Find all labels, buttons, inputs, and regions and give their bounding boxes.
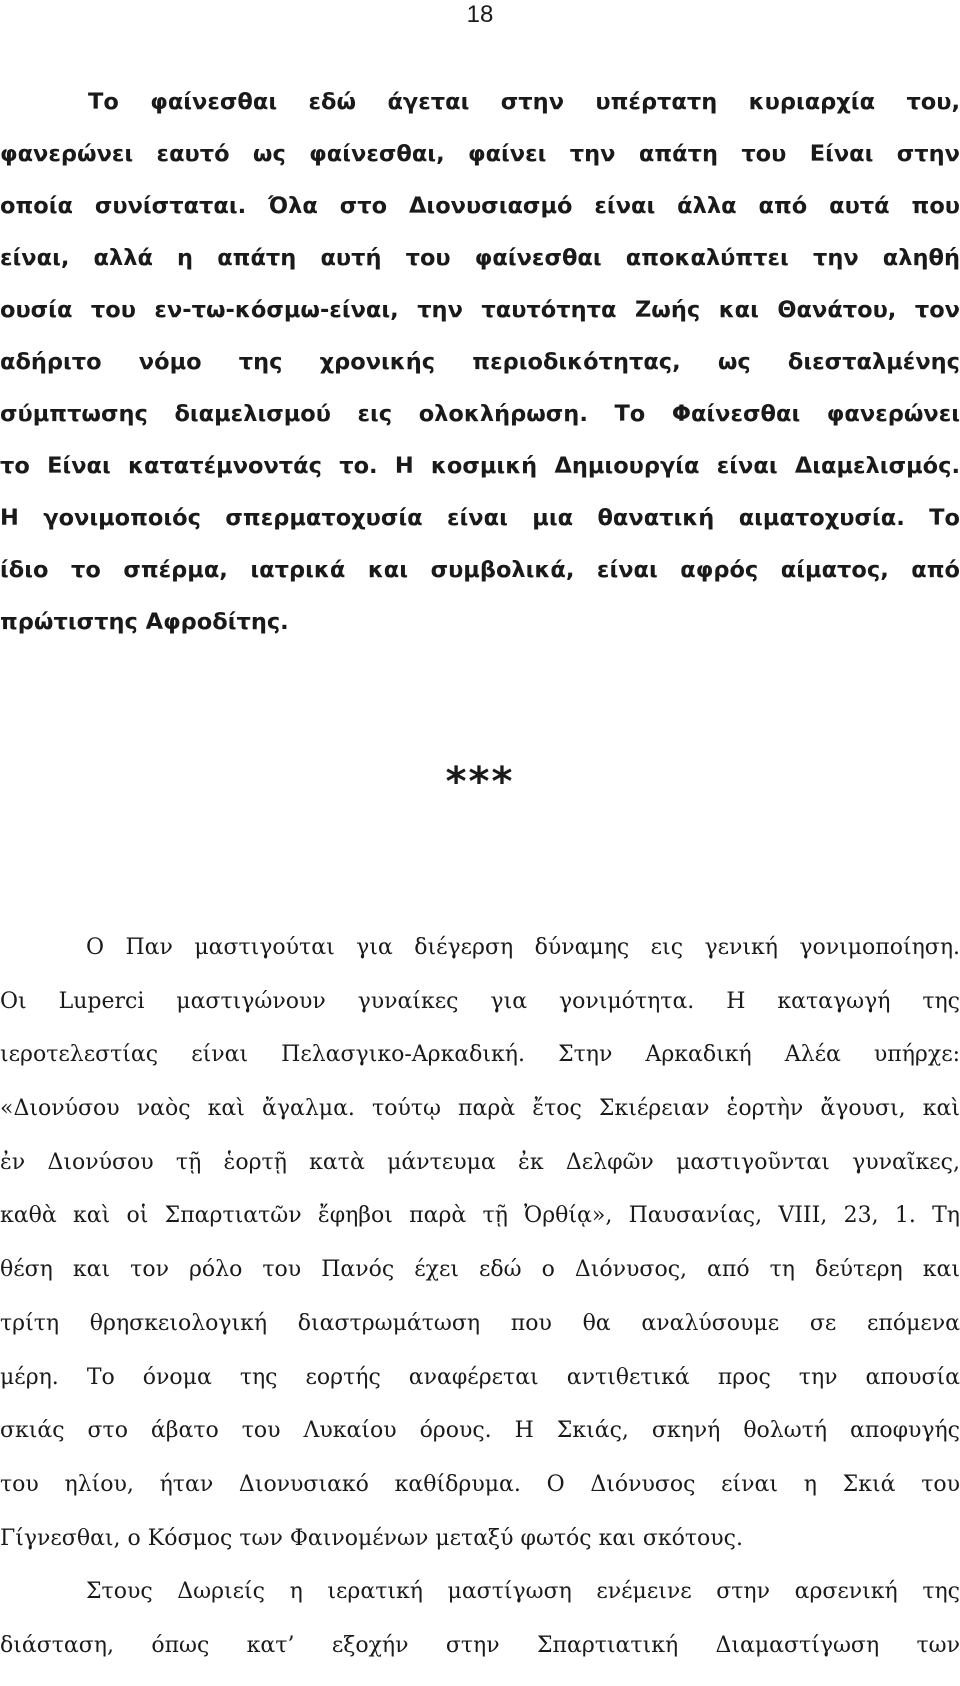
text-line: Το φαίνεσθαι εδώ άγεται στην υπέρτατη κυριαρχία του, [88,89,960,115]
text-line: είναι, αλλά η απάτη αυτή του φαίνεσθαι αποκαλύπτει την αληθή [0,245,960,271]
text-line: ουσία του εν-τω-κόσμω-είναι, την ταυτότητα Ζωής και Θανάτου, τον [0,297,960,323]
text-line: αδήριτο νόμο της χρονικής περιοδικότητας, ως διεσταλμένης [0,349,960,375]
text-line: οποία συνίσταται. Όλα στο Διονυσιασμό είναι άλλα από αυτά που [0,193,960,219]
text-line: Ο Παν μαστιγούται για διέγερση δύναμης εις γενική γονιμοποίηση. [86,935,960,960]
text-line: Στους Δωριείς η ιερατική μαστίγωση ενέμεινε στην αρσενική της [86,1579,960,1605]
text-line: τρίτη θρησκειολογική διαστρωμάτωση που θα αναλύσουμε σε επόμενα [0,1310,960,1336]
text-line: μέρη. Το όνομα της εορτής αναφέρεται αντιθετικά προς την απουσία [0,1364,960,1390]
text-line: του ηλίου, ήταν Διονυσιακό καθίδρυμα. Ο Διόνυσος είναι η Σκιά του [0,1471,960,1497]
text-line: θέση και τον ρόλο του Πανός έχει εδώ ο Διόνυσος, από τη δεύτερη και [0,1257,960,1283]
text-line: Οι Luperci μαστιγώνουν γυναίκες για γονιμότητα. Η καταγωγή της [0,988,960,1014]
page-number: 18 [466,1,494,28]
bold-paragraph [0,76,960,648]
text-line: διάσταση, όπως κατ’ εξοχήν στην Σπαρτιατική Διαμαστίγωση των [0,1632,960,1658]
text-line: Γίγνεσθαι, ο Κόσμος των Φαινομένων μεταξύ φωτός και σκότους. [0,1525,743,1551]
text-line: το Είναι κατατέμνοντάς το. Η κοσμική Δημιουργία είναι Διαμελισμός. [0,453,960,479]
text-line: ίδιο το σπέρμα, ιατρικά και συμβολικά, είναι αφρός αίματος, από [0,557,960,583]
text-line: ιεροτελεστίας είναι Πελασγικο-Αρκαδική. Στην Αρκαδική Αλέα υπήρχε: [0,1042,960,1068]
text-line: σύμπτωσης διαμελισμού εις ολοκλήρωση. Το Φαίνεσθαι φανερώνει [0,401,960,427]
text-line: ἐν Διονύσου τῇ ἑορτῇ κατὰ μάντευμα ἐκ Δελφῶν μαστιγοῦνται γυναῖκες, [0,1149,960,1175]
text-line: πρώτιστης Αφροδίτης. [0,609,289,635]
serif-paragraph [0,921,960,1673]
section-separator: *** [445,759,515,805]
text-line: Η γονιμοποιός σπερματοχυσία είναι μια θανατική αιματοχυσία. Το [0,505,960,531]
text-line: σκιάς στο άβατο του Λυκαίου όρους. Η Σκιάς, σκηνή θολωτή αποφυγής [0,1418,960,1444]
text-line: φανερώνει εαυτό ως φαίνεσθαι, φαίνει την απάτη του Είναι στην [0,141,960,167]
text-line: «Διονύσου ναὸς καὶ ἄγαλμα. τούτῳ παρὰ ἔτος Σκιέρειαν ἑορτὴν ἄγουσι, καὶ [0,1096,960,1122]
text-line: καθὰ καὶ οἱ Σπαρτιατῶν ἔφηβοι παρὰ τῇ Ὀρθίᾳ», Παυσανίας, VIII, 23, 1. Τη [0,1203,960,1229]
